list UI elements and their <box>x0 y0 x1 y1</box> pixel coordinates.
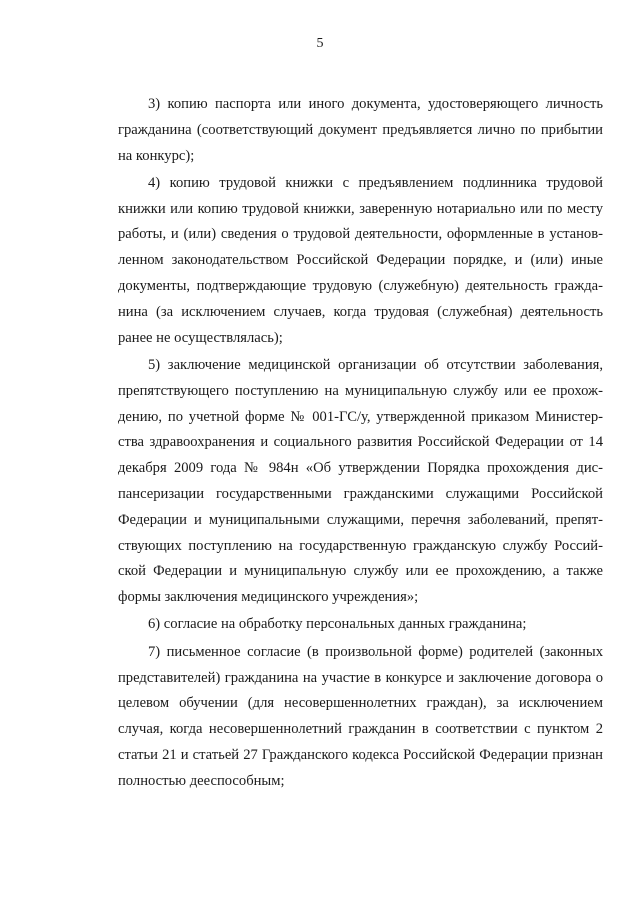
document-body <box>118 92 603 796</box>
list-item-medical-report: 5) заключение медицинской организации об отсутствии заболевания, препятствующего поступлению на муниципальную службу или ее прохождению, по учетной форме № 001-ГС/у, утвержденной приказом Министерства здравоохранения и социального развития Российской Федерации от 14 декабря 2009 года № 984н «Об утверждении Порядка прохождения диспансеризации государственными гражданскими служащими Российской Федерации и муниципальными служащими, перечня заболеваний, препятствующих поступлению на государственную гражданскую службу Российской Федерации и муниципальную службу или ее прохождению, а также формы заключения медицинского учреждения»; <box>118 356 603 606</box>
list-item-data-consent: 6) согласие на обработку персональных данных гражданина; <box>148 616 527 633</box>
list-item-work-record: 4) копию трудовой книжки с предъявлением подлинника трудовой книжки или копию трудовой книжки, заверенную нотариально или по месту работы, и (или) сведения о трудовой деятельности, оформленные в установленном законодательством Российской Федерации порядке, и (или) иные документы, подтверждающие трудовую (служебную) деятельность гражданина (за исключением случаев, когда трудовая (служебная) деятельность ранее не осуществлялась); <box>118 174 603 346</box>
list-item-passport: 3) копию паспорта или иного документа, удостоверяющего личность гражданина (соответствующий документ предъявляется лично по прибытии на конкурс); <box>118 96 603 164</box>
page-number: 5 <box>316 36 324 51</box>
list-item-parental-consent: 7) письменное согласие (в произвольной форме) родителей (законных представителей) гражданина на участие в конкурсе и заключение договора о целевом обучении (для несовершеннолетних граждан), за исключением случая, когда несовершеннолетний гражданин в соответствии с пунктом 2 статьи 21 и статьей 27 Гражданского кодекса Российской Федерации признан полностью дееспособным; <box>118 643 603 789</box>
